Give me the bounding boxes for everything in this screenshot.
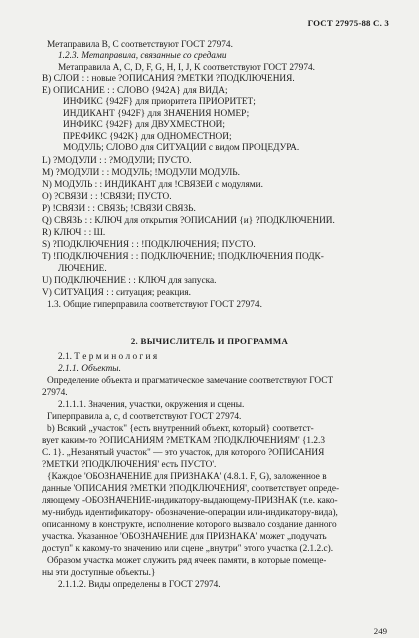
rule-n: N) МОДУЛЬ : : ИНДИКАНТ для !СВЯЗЕЙ с модулями. xyxy=(42,180,263,190)
subsection-heading: 2.1.1.1. Значения, участки, окружения и сцены. xyxy=(58,400,245,410)
rule-m: M) ?МОДУЛИ : : МОДУЛЬ; !МОДУЛИ МОДУЛЬ. xyxy=(42,168,240,178)
text-line: 1.3. Общие гиперправила соответствуют ГОСТ 27974. xyxy=(47,300,262,310)
subsection-heading: 2.1.1. Объекты. xyxy=(58,364,121,374)
rule-t: T) !ПОДКЛЮЧЕНИЯ : : ПОДКЛЮЧЕНИЕ; !ПОДКЛЮЧЕНИЯ ПОДК- xyxy=(42,252,324,262)
paragraph-line: му-нибудь идентификатору- обозначение-операции или-индикатору-вида), xyxy=(42,508,338,518)
paragraph-line: участка. Указанное 'ОБОЗНАЧЕНИЕ для ПРИЗНАКА' может „подучать xyxy=(42,532,327,542)
rule-e-alt: ИНДИКАНТ {942F} для ЗНАЧЕНИЯ НОМЕР; xyxy=(63,109,250,119)
paragraph-line: доступ" к какому-то значению или сцене „внутри" этого участка (2.1.2.с). xyxy=(42,544,334,554)
rule-s: S) ?ПОДКЛЮЧЕНИЯ : : !ПОДКЛЮЧЕНИЯ; ПУСТО. xyxy=(42,240,256,250)
text-line: Метаправила B, C соответствуют ГОСТ 27974. xyxy=(47,40,233,50)
rule-o: O) ?СВЯЗИ : : !СВЯЗИ; ПУСТО. xyxy=(42,192,172,202)
paragraph-line: ны эти доступные объекты.} xyxy=(42,568,156,578)
rule-e-alt: ИНФИКС {942F} для приоритета ПРИОРИТЕТ; xyxy=(63,97,256,107)
running-head: ГОСТ 27975-88 С. 3 xyxy=(307,18,389,28)
paragraph-line: данные 'ОПИСАНИЯ ?МЕТКИ ?ПОДКЛЮЧЕНИЯ', соответствует опреде- xyxy=(42,484,340,494)
subsection-heading: 2.1. Т е р м и н о л о г и я xyxy=(58,352,158,362)
paragraph-line: описанному в конструкте, исполнение которого вызвало создание данного xyxy=(42,520,337,530)
rule-l: L) ?МОДУЛИ : : ?МОДУЛИ; ПУСТО. xyxy=(42,156,192,166)
paragraph-line: вует каким-то ?ОПИСАНИЯМ ?МЕТКАМ ?ПОДКЛЮЧЕНИЯМ' {1.2.3 xyxy=(42,436,326,446)
section-title: 2. ВЫЧИСЛИТЕЛЬ И ПРОГРАММА xyxy=(130,336,289,346)
rule-q: Q) СВЯЗЬ : : КЛЮЧ для открытия ?ОПИСАНИЙ {и} ?ПОДКЛЮЧЕНИЙ. xyxy=(42,216,335,226)
paragraph-line: Гиперправила a, c, d соответствуют ГОСТ 27974. xyxy=(47,412,242,422)
paragraph-line: Образом участка может служить ряд ячеек памяти, в которые помеще- xyxy=(47,556,327,566)
paragraph-line: {Каждое 'ОБОЗНАЧЕНИЕ для ПРИЗНАКА' (4.8.1. F, G), заложенное в xyxy=(47,472,327,482)
paragraph-line: ?МЕТКИ ?ПОДКЛЮЧЕНИЯ' есть ПУСТО'. xyxy=(42,460,217,470)
rule-e-alt: ПРЕФИКС {942K} для ОДНОМЕСТНОЙ; xyxy=(63,132,232,142)
rule-e-alt: МОДУЛЬ; СЛОВО для СИТУАЦИЙ с видом ПРОЦЕДУРА. xyxy=(63,143,300,153)
rule-t-cont: ЛЮЧЕНИЕ. xyxy=(58,264,107,274)
rule-v: V) СИТУАЦИЯ : : ситуация; реакция. xyxy=(42,288,191,298)
paragraph-line: b) Всякий „участок" {есть внутренний объект, который} соответст- xyxy=(47,424,314,434)
rule-b: B) СЛОЙ : : новые ?ОПИСАНИЯ ?МЕТКИ ?ПОДКЛЮЧЕНИЯ. xyxy=(42,74,295,84)
rule-e: E) ОПИСАНИЕ : : СЛОВО {942A} для ВИДА; xyxy=(42,86,228,96)
rule-u: U) ПОДКЛЮЧЕНИЕ : : КЛЮЧ для запуска. xyxy=(42,276,217,286)
paragraph-line: ляющему -ОБОЗНАЧЕНИЕ-индикатору-выдающему-ПРИЗНАК (т.е. како- xyxy=(42,496,338,506)
rule-e-alt: ИНФИКС {942F} для ДВУХМЕСТНОЙ; xyxy=(63,120,225,130)
page-number: 249 xyxy=(373,626,387,636)
text-line: Метаправила A, C, D, F, G, H, I, J, K соответствуют ГОСТ 27974. xyxy=(58,63,315,73)
subsection-heading: 2.1.1.2. Виды определены в ГОСТ 27974. xyxy=(58,580,221,590)
paragraph-line: Определение объекта и прагматическое замечание соответствуют ГОСТ xyxy=(47,376,334,386)
rule-r: R) КЛЮЧ : : Ш. xyxy=(42,228,106,238)
rule-p: P) !СВЯЗИ : : СВЯЗЬ; !СВЯЗИ СВЯЗЬ. xyxy=(42,204,196,214)
subsection-heading: 1.2.3. Метаправила, связанные со средами xyxy=(58,51,227,61)
paragraph-line: C. 1}. „Незанятый участок" — это участок, для которого ?ОПИСАНИЯ xyxy=(42,448,325,458)
paragraph-line: 27974. xyxy=(42,388,68,398)
